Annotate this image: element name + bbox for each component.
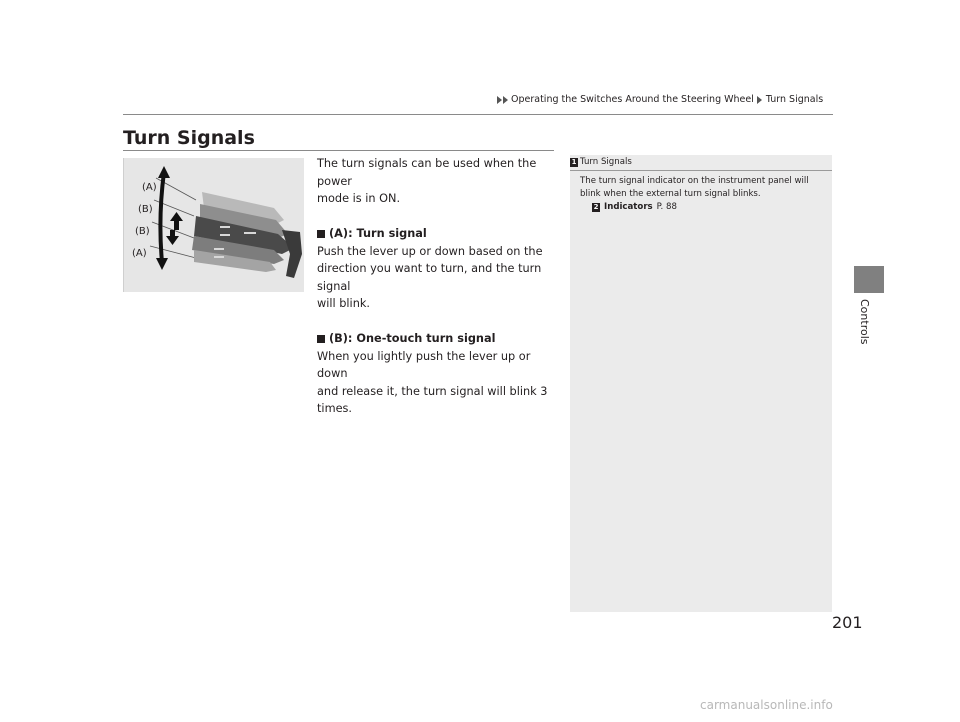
reference-arrow-icon: 2 [593, 202, 599, 211]
breadcrumb-current[interactable]: Turn Signals [765, 94, 824, 105]
lever-marking [214, 256, 224, 258]
note-divider [570, 170, 832, 171]
note-heading-text: Turn Signals [580, 157, 632, 167]
indicators-reference-link[interactable] [592, 202, 677, 212]
turn-signal-lever-illustration [123, 158, 304, 292]
lever-tip [282, 230, 302, 278]
section-line: times. [317, 402, 352, 415]
bullet-square-icon [317, 230, 325, 238]
lever-marking [214, 248, 224, 250]
chapter-tab[interactable] [854, 266, 884, 293]
arrow-down-icon [156, 258, 168, 270]
figure-label-a-top: (A) [142, 182, 157, 193]
intro-line: mode is in ON. [317, 192, 401, 205]
body-text [317, 155, 557, 418]
chapter-tab-label: Controls [858, 299, 871, 345]
breadcrumb [497, 94, 823, 105]
watermark: carmanualsonline.info [700, 698, 833, 712]
breadcrumb-arrow-icon [757, 96, 762, 104]
section-line: will blink. [317, 297, 370, 310]
intro-line: The turn signals can be used when the power [317, 157, 537, 188]
arrow-down-icon [166, 236, 179, 245]
figure-label-a-bottom: (A) [132, 248, 147, 259]
turn-signal-arc [160, 172, 164, 262]
section-line: and release it, the turn signal will blink 3 [317, 384, 548, 398]
lever-marking [220, 226, 230, 228]
note-line: blink when the external turn signal blinks. [580, 189, 761, 199]
section-line: direction you want to turn, and the turn signal [317, 262, 542, 293]
section-line: Push the lever up or down based on the [317, 244, 543, 258]
label-leader-line [150, 246, 196, 258]
figure-label-b-bottom: (B) [135, 226, 150, 237]
lever-marking [244, 232, 256, 234]
figure-label-b-top: (B) [138, 204, 153, 215]
lever-marking [220, 234, 230, 236]
page-number: 201 [832, 613, 863, 632]
title-divider [123, 150, 554, 151]
section-heading-turn-signal: (A): Turn signal [317, 225, 557, 243]
note-text [580, 175, 830, 201]
arrow-up-icon [170, 212, 183, 221]
reference-page: P. 88 [656, 202, 677, 212]
lever-diagram [124, 158, 304, 292]
note-line: The turn signal indicator on the instrument panel will [580, 176, 809, 186]
header-divider [123, 114, 833, 115]
reference-label: Indicators [604, 202, 653, 212]
breadcrumb-arrow-icon [497, 96, 502, 104]
breadcrumb-arrow-icon [503, 96, 508, 104]
section-heading-one-touch: (B): One-touch turn signal [317, 330, 557, 348]
arrow-up-icon [158, 166, 170, 178]
bullet-square-icon [317, 335, 325, 343]
breadcrumb-section[interactable]: Operating the Switches Around the Steering Wheel [511, 94, 754, 105]
note-heading [570, 157, 832, 167]
one-touch-up-stem [174, 220, 179, 230]
note-panel [570, 155, 832, 612]
page-title: Turn Signals [123, 127, 255, 149]
note-number-icon: 1 [571, 157, 577, 166]
section-line: When you lightly push the lever up or down [317, 349, 531, 380]
